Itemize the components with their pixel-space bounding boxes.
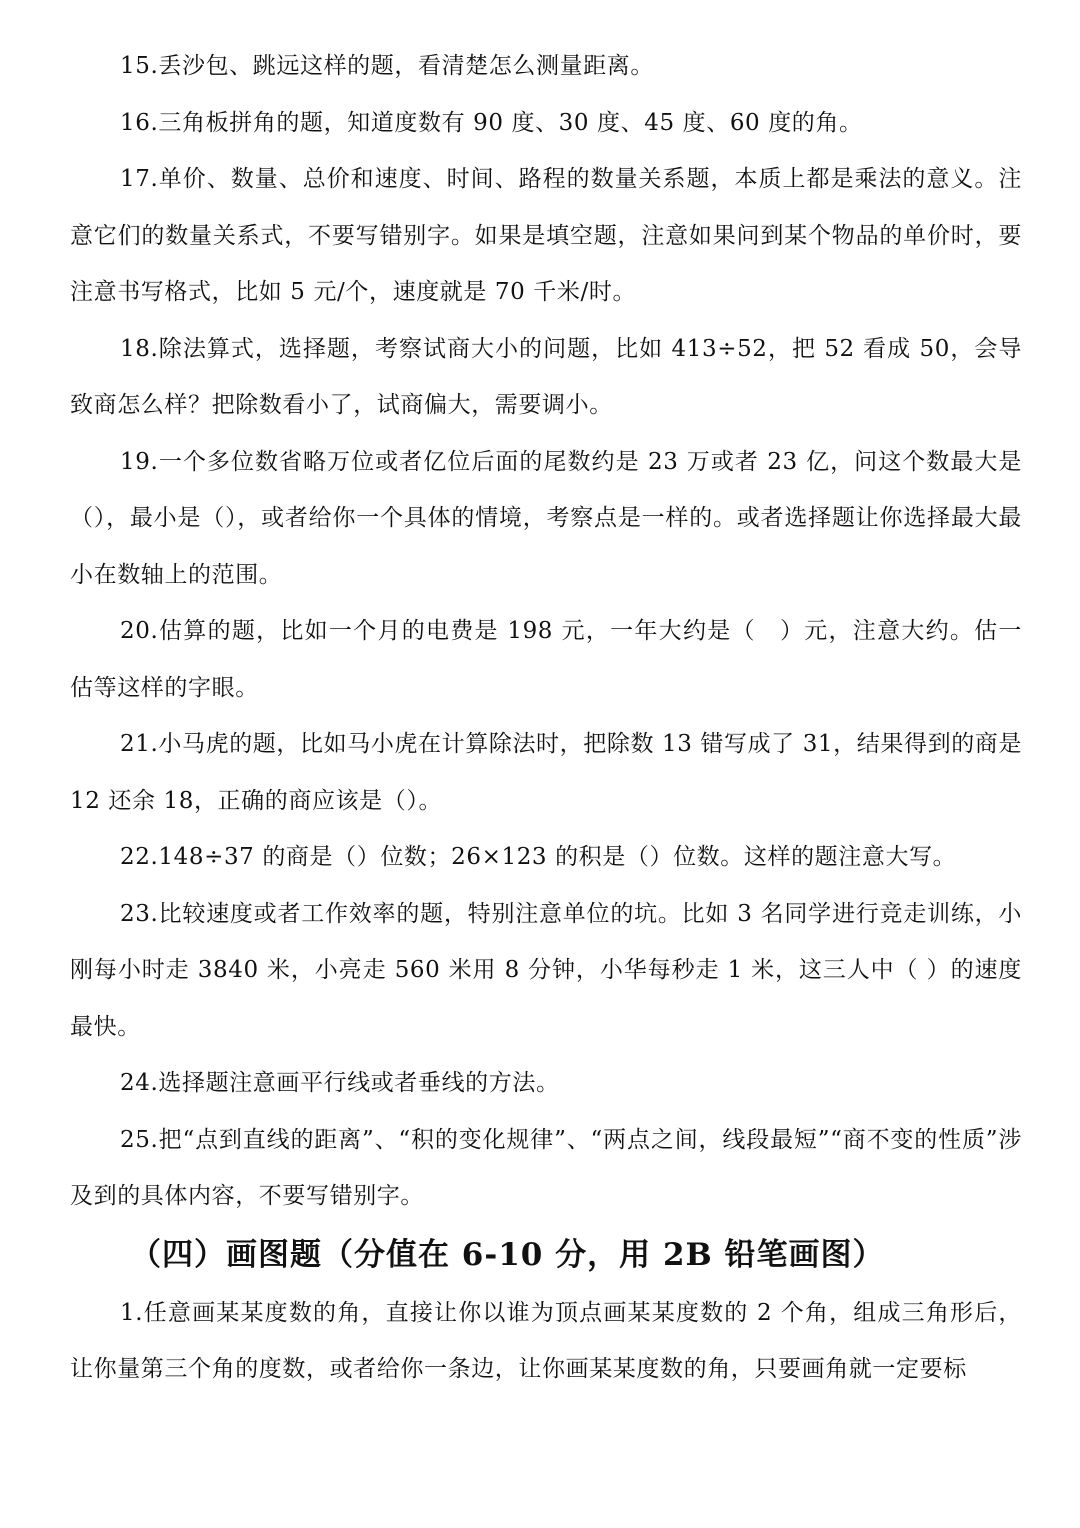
item-25: 25.把“点到直线的距离”、“积的变化规律”、“两点之间，线段最短”“商不变的性质”涉及到的具体内容，不要写错别字。	[70, 1126, 1022, 1209]
item-17: 17.单价、数量、总价和速度、时间、路程的数量关系题，本质上都是乘法的意义。注意它们的数量关系式，不要写错别字。如果是填空题，注意如果问到某个物品的单价时，要注意书写格式，比如 5 元/个，速度就是 70 千米/时。	[70, 166, 1022, 305]
item-23: 23.比较速度或者工作效率的题，特别注意单位的坑。比如 3 名同学进行竞走训练，小刚每小时走 3840 米，小亮走 560 米用 8 分钟，小华每秒走 1 米，这三人中（ ）的速度最快。	[70, 900, 1022, 1040]
drawing-item-1: 1.任意画某某度数的角，直接让你以谁为顶点画某某度数的 2 个角，组成三角形后，让你量第三个角的度数，或者给你一条边，让你画某某度数的角，只要画角就一定要标	[70, 1299, 1022, 1382]
item-20: 20.估算的题，比如一个月的电费是 198 元，一年大约是（ ）元，注意大约。估一估等这样的字眼。	[70, 618, 1022, 701]
item-22: 22.148÷37 的商是（）位数；26×123 的积是（）位数。这样的题注意大写。	[120, 844, 957, 870]
item-15: 15.丢沙包、跳远这样的题，看清楚怎么测量距离。	[120, 53, 654, 79]
section-heading-drawing: （四）画图题（分值在 6-10 分，用 2B 铅笔画图）	[130, 1236, 885, 1273]
document-page	[70, 38, 1022, 1398]
item-18: 18.除法算式，选择题，考察试商大小的问题，比如 413÷52，把 52 看成 50，会导致商怎么样？把除数看小了，试商偏大，需要调小。	[70, 335, 1022, 418]
item-19: 19.一个多位数省略万位或者亿位后面的尾数约是 23 万或者 23 亿，问这个数最大是（），最小是（），或者给你一个具体的情境，考察点是一样的。或者选择题让你选择最大最小在数轴上的范围。	[70, 448, 1022, 588]
item-16: 16.三角板拼角的题，知道度数有 90 度、30 度、45 度、60 度的角。	[120, 109, 863, 136]
item-21: 21.小马虎的题，比如马小虎在计算除法时，把除数 13 错写成了 31，结果得到的商是 12 还余 18，正确的商应该是（）。	[70, 731, 1022, 814]
item-24: 24.选择题注意画平行线或者垂线的方法。	[120, 1070, 560, 1096]
